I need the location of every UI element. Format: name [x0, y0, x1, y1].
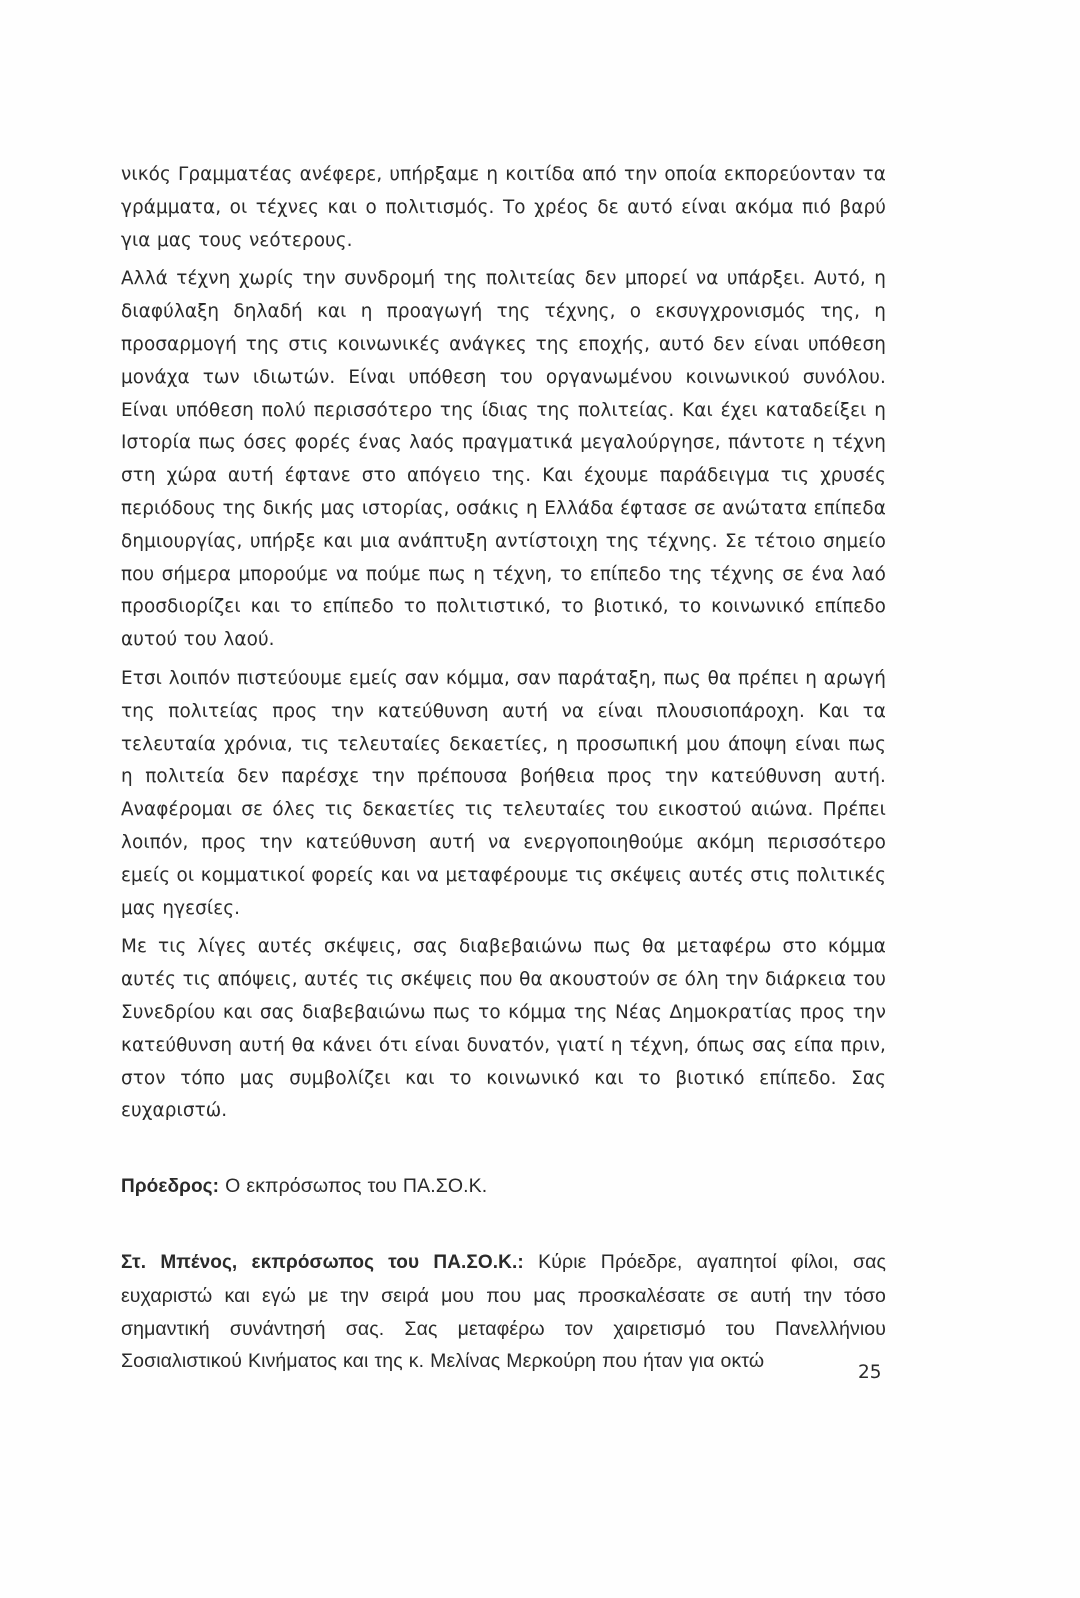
paragraph: νικός Γραμματέας ανέφερε, υπήρξαμε η κοιτίδα από την οποία εκπορεύονταν τα γράμματα, οι τέχνες και ο πολιτισμός. Το χρέος δε αυτό είναι ακόμα πιό βαρύ για μας τους νεότερους.	[121, 164, 886, 251]
speaker-label: Πρόεδρος:	[121, 1176, 220, 1198]
paragraph: Με τις λίγες αυτές σκέψεις, σας διαβεβαιώνω πως θα μεταφέρω στο κόμμα αυτές τις απόψεις, αυτές τις σκέψεις που θα ακουστούν σε όλη την διάρκεια του Συνεδρίου και σας διαβεβαιώνω πως το κόμμα της Νέας Δημοκρατίας προς την κατεύθυνση αυτή θα κάνει ότι είναι δυνατόν, γιατί η τέχνη, όπως σας είπα πριν, στον τόπο μας συμβολίζει και το κοινωνικό και το βιοτικό επίπεδο. Σας ευχαριστώ.	[121, 936, 886, 1122]
speaker-label: Στ. Μπένος, εκπρόσωπος του ΠΑ.ΣΟ.Κ.:	[121, 1251, 524, 1273]
speaker-text: Κύριε Πρόεδρε, αγαπητοί φίλοι, σας ευχαριστώ και εγώ με την σειρά μου που μας προσκαλέσατε σε αυτή την τόσο σημαντική συνάντησή σας. Σας μεταφέρω τον χαιρετισμό του Πανελλήνιου Σοσιαλιστικού Κινήματος και της κ. Μελίνας Μερκούρη που ήταν για οκτώ	[121, 1250, 886, 1373]
body-text	[121, 159, 886, 1378]
page-number: 25	[858, 1362, 882, 1383]
paragraph: Αλλά τέχνη χωρίς την συνδρομή της πολιτείας δεν μπορεί να υπάρξει. Αυτό, η διαφύλαξη δηλαδή και η προαγωγή της τέχνης, ο εκσυγχρονισμός της, η προσαρμογή της στις κοινωνικές ανάγκες της εποχής, αυτό δεν είναι υπόθεση μονάχα των ιδιωτών. Είναι υπόθεση του οργανωμένου κοινωνικού συνόλου. Είναι υπόθεση πολύ περισσότερο της ίδιας της πολιτείας. Και έχει καταδείξει η Ιστορία πως όσες φορές ένας λαός πραγματικά μεγαλούργησε, πάντοτε η τέχνη στη χώρα αυτή έφτανε στο απόγειο της. Και έχουμε παράδειγμα τις χρυσές περιόδους της δικής μας ιστορίας, οσάκις η Ελλάδα έφτασε σε ανώτατα επίπεδα δημιουργίας, υπήρξε και μια ανάπτυξη αντίστοιχη της τέχνης. Σε τέτοιο σημείο που σήμερα μπορούμε να πούμε πως η τέχνη, το επίπεδο της τέχνης σε ένα λαό προσδιορίζει και το επίπεδο το πολιτιστικό, το βιοτικό, το κοινωνικό επίπεδο αυτού του λαού.	[121, 268, 886, 651]
speaker-text: Ο εκπρόσωπος του ΠΑ.ΣΟ.Κ.	[219, 1175, 488, 1198]
paragraph: Ετσι λοιπόν πιστεύουμε εμείς σαν κόμμα, σαν παράταξη, πως θα πρέπει η αρωγή της πολιτείας προς την κατεύθυνση αυτή να είναι πλουσιοπάροχη. Και τα τελευταία χρόνια, τις τελευταίες δεκαετίες, η προσωπική μου άποψη είναι πως η πολιτεία δεν παρέσχε την πρέπουσα βοήθεια προς την κατεύθυνση αυτή. Αναφέρομαι σε όλες τις δεκαετίες τις τελευταίες του εικοστού αιώνα. Πρέπει λοιπόν, προς την κατεύθυνση αυτή να ενεργοποιηθούμε ακόμη περισσότερο εμείς οι κομματικοί φορείς και να μεταφέρουμε τις σκέψεις αυτές στις πολιτικές μας ηγεσίες.	[121, 667, 886, 919]
president-line	[121, 1170, 886, 1204]
speech-paragraph	[121, 1246, 886, 1378]
